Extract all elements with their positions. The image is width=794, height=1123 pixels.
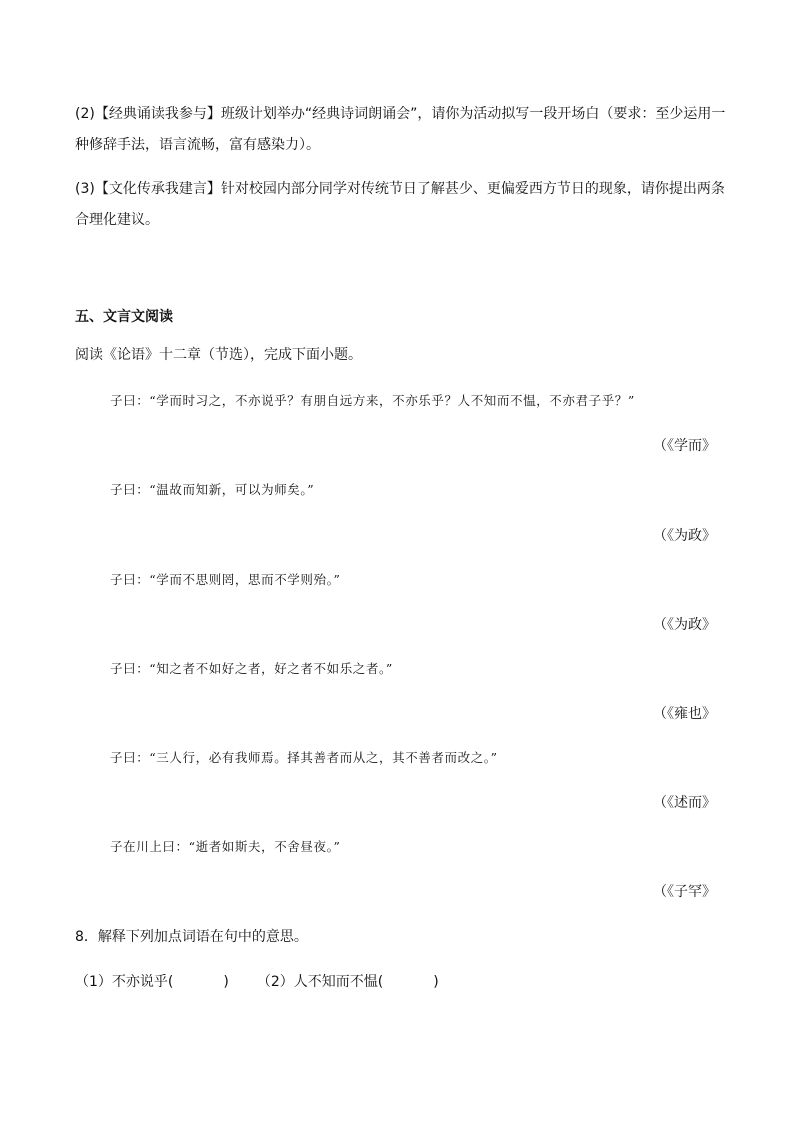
item-3-line-1: (3)【文化传承我建言】针对校园内部分同学对传统节日了解甚少、更偏爱西方节日的现象，请你提出两条 bbox=[75, 181, 725, 197]
passage-source: （《述而》 bbox=[653, 795, 716, 811]
passage-text: 子在川上曰：“逝者如斯夫，不舍昼夜。” bbox=[110, 839, 341, 854]
passage-text: 子曰：“知之者不如好之者，好之者不如乐之者。” bbox=[110, 661, 393, 676]
passage-source: （《为政》 bbox=[653, 528, 716, 544]
subitem-1-close: ) bbox=[223, 974, 229, 990]
passage-text: 子曰：“三人行，必有我师焉。择其善者而从之，其不善者而改之。” bbox=[110, 750, 498, 765]
passage-text: 子曰：“学而不思则罔，思而不学则殆。” bbox=[110, 572, 341, 587]
question-8-subitems bbox=[75, 971, 439, 991]
section-heading: 五、文言文阅读 bbox=[75, 309, 173, 325]
subitem-2-close: ) bbox=[433, 974, 439, 990]
passage-source: （《为政》 bbox=[653, 617, 716, 633]
subitem-1-label: （1）不亦说乎( bbox=[75, 974, 174, 990]
passage-source: （《学而》 bbox=[653, 438, 716, 454]
reading-instruction: 阅读《论语》十二章（节选），完成下面小题。 bbox=[75, 347, 362, 363]
passage-text: 子曰：“学而时习之，不亦说乎？有朋自远方来，不亦乐乎？人不知而不愠，不亦君子乎？” bbox=[110, 393, 635, 408]
item-2-line-2: 种修辞手法，语言流畅，富有感染力）。 bbox=[75, 137, 320, 153]
item-3-line-2: 合理化建议。 bbox=[75, 212, 159, 228]
passage-source: （《子罕》 bbox=[653, 884, 716, 900]
subitem-2-label: （2）人不知而不愠( bbox=[256, 974, 384, 990]
passage-text: 子曰：“温故而知新，可以为师矣。” bbox=[110, 482, 315, 497]
passage-source: （《雍也》 bbox=[653, 706, 716, 722]
item-2-line-1: (2)【经典诵读我参与】班级计划举办“经典诗词朗诵会”，请你为活动拟写一段开场白（要求：至少运用一 bbox=[75, 106, 726, 122]
question-8-prompt: 8．解释下列加点词语在句中的意思。 bbox=[75, 929, 308, 945]
